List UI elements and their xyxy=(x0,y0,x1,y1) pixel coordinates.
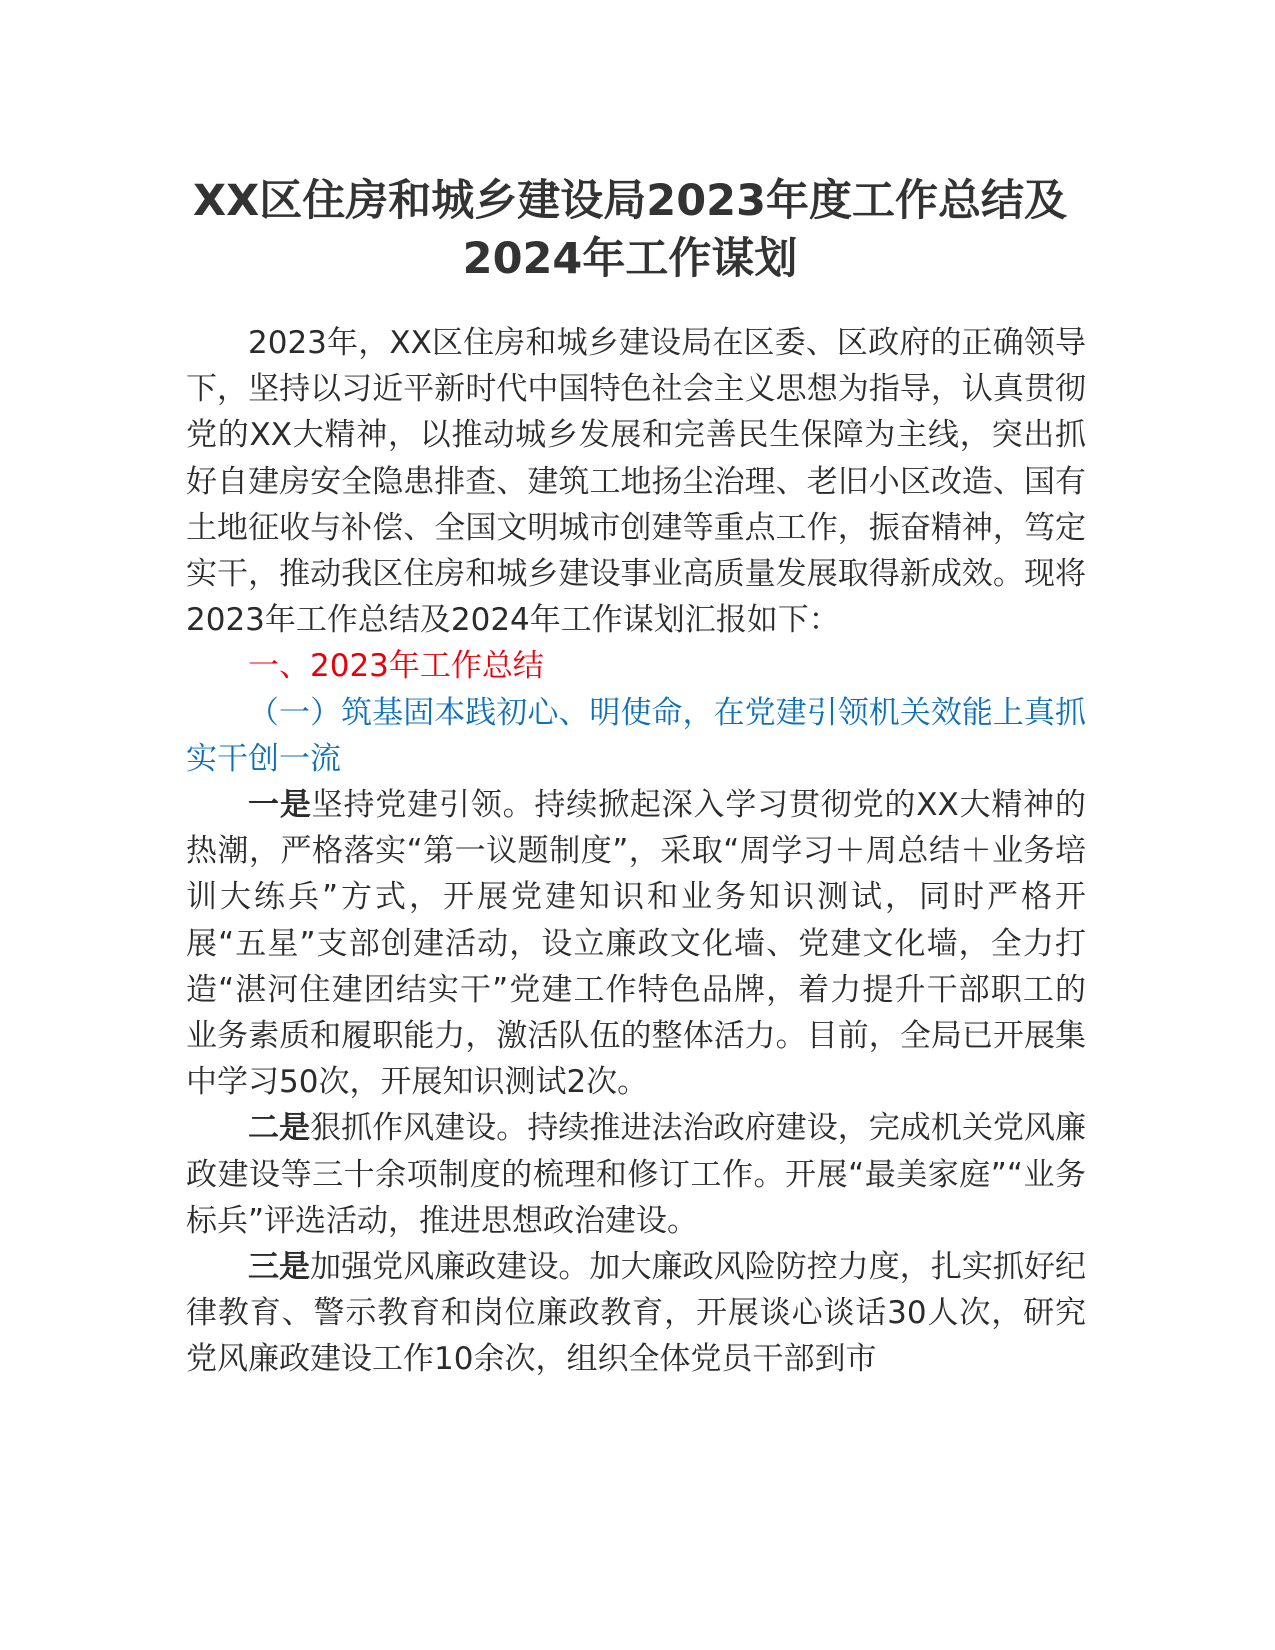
intro-paragraph: 2023年，XX区住房和城乡建设局在区委、区政府的正确领导下，坚持以习近平新时代中国特色社会主义思想为指导，认真贯彻党的XX大精神，以推动城乡发展和完善民生保障为主线，突出抓好自建房安全隐患排查、建筑工地扬尘治理、老旧小区改造、国有土地征收与补偿、全国文明城市创建等重点工作，振奋精神，笃定实干，推动我区住房和城乡建设事业高质量发展取得新成效。现将2023年工作总结及2024年工作谋划汇报如下： xyxy=(186,325,1086,639)
item-lead-1: 一是 xyxy=(248,787,312,824)
document-body xyxy=(186,320,1086,1383)
section-heading-1: 一、2023年工作总结 xyxy=(248,648,544,685)
item-paragraph-3 xyxy=(186,1244,1086,1383)
document-title: XX区住房和城乡建设局2023年度工作总结及2024年工作谋划 xyxy=(193,176,1067,284)
item-lead-2: 二是 xyxy=(248,1110,311,1147)
item-text-3: 加强党风廉政建设。加大廉政风险防控力度，扎实抓好纪律教育、警示教育和岗位廉政教育，开展谈心谈话30人次，研究党风廉政建设工作10余次，组织全体党员干部到市 xyxy=(186,1249,1086,1378)
item-lead-3: 三是 xyxy=(248,1249,311,1286)
item-text-1: 坚持党建引领。持续掀起深入学习贯彻党的XX大精神的热潮，严格落实“第一议题制度”，采取“周学习＋周总结＋业务培训大练兵”方式，开展党建知识和业务知识测试，同时严格开展“五星”支部创建活动，设立廉政文化墙、党建文化墙，全力打造“湛河住建团结实干”党建工作特色品牌，着力提升干部职工的业务素质和履职能力，激活队伍的整体活力。目前，全局已开展集中学习50次，开展知识测试2次。 xyxy=(186,787,1087,1101)
item-text-2: 狠抓作风建设。持续推进法治政府建设，完成机关党风廉政建设等三十余项制度的梳理和修订工作。开展“最美家庭”“业务标兵”评选活动，推进思想政治建设。 xyxy=(186,1110,1086,1239)
item-paragraph-1 xyxy=(186,782,1086,1105)
subsection-heading-1: （一）筑基固本践初心、明使命，在党建引领机关效能上真抓实干创一流 xyxy=(186,694,1086,777)
item-paragraph-2 xyxy=(186,1105,1086,1244)
